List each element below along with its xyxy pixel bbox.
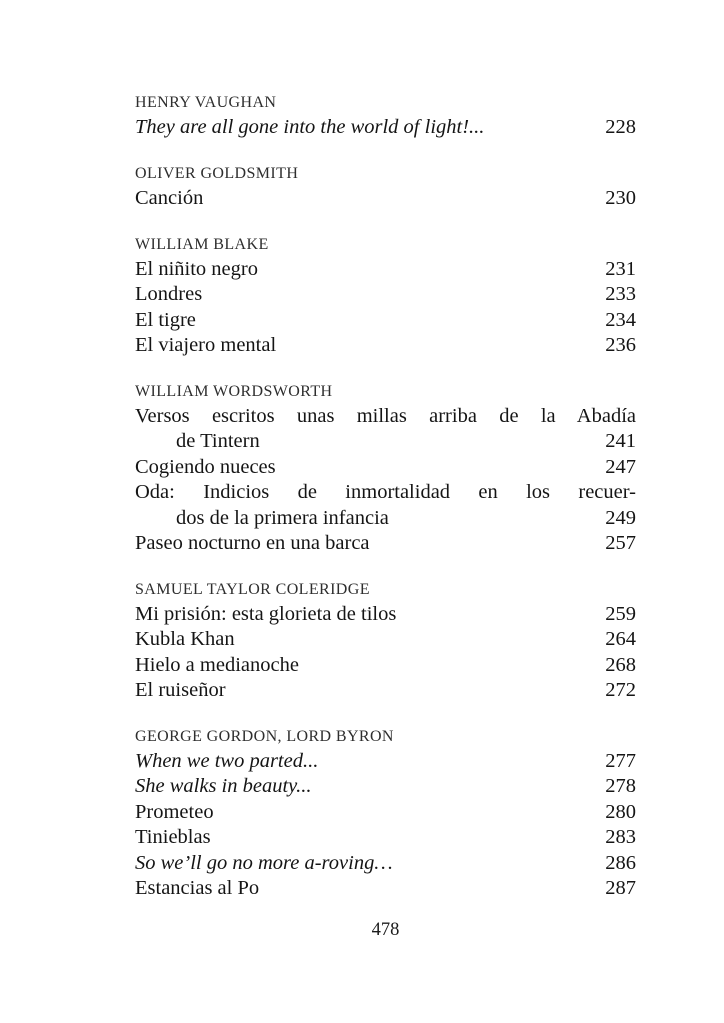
toc-section bbox=[135, 232, 636, 359]
toc-entry bbox=[135, 429, 636, 454]
entry-page-number: 286 bbox=[605, 851, 636, 874]
toc-section bbox=[135, 90, 636, 141]
author-name: WILLIAM BLAKE bbox=[135, 235, 269, 253]
entry-title: Prometeo bbox=[135, 800, 214, 823]
entry-page-number: 231 bbox=[605, 258, 636, 281]
toc-section bbox=[135, 577, 636, 704]
entry-page-number: 241 bbox=[605, 430, 636, 453]
entry-title-continuation: dos de la primera infancia bbox=[176, 506, 389, 529]
toc-entry bbox=[135, 851, 636, 876]
author-name: WILLIAM WORDSWORTH bbox=[135, 382, 333, 400]
toc-entry bbox=[135, 800, 636, 825]
entry-title: Mi prisión: esta glorieta de tilos bbox=[135, 602, 397, 625]
entry-title: El viajero mental bbox=[135, 334, 277, 357]
toc-entry bbox=[135, 749, 636, 774]
toc-entry bbox=[135, 257, 636, 282]
entry-title: When we two parted... bbox=[135, 749, 319, 772]
author-name: OLIVER GOLDSMITH bbox=[135, 164, 299, 182]
entry-title: They are all gone into the world of light!... bbox=[135, 116, 485, 139]
entry-page-number: 268 bbox=[605, 653, 636, 676]
toc-entry bbox=[135, 653, 636, 678]
table-of-contents bbox=[135, 90, 636, 921]
toc-entry bbox=[135, 506, 636, 531]
toc-section bbox=[135, 724, 636, 902]
entry-title: Kubla Khan bbox=[135, 628, 235, 651]
entry-page-number: 280 bbox=[605, 800, 636, 823]
entry-page-number: 264 bbox=[605, 628, 636, 651]
entry-title-continuation: de Tintern bbox=[176, 430, 260, 453]
entry-title-line1: Oda: Indicios de inmortalidad en los recuer- bbox=[135, 481, 636, 504]
entry-page-number: 228 bbox=[605, 116, 636, 139]
entry-title: Estancias al Po bbox=[135, 876, 260, 899]
entry-page-number: 234 bbox=[605, 308, 636, 331]
entry-title-line1: Versos escritos unas millas arriba de la Abadía bbox=[135, 405, 636, 428]
author-name: SAMUEL TAYLOR COLERIDGE bbox=[135, 580, 370, 598]
entry-page-number: 233 bbox=[605, 283, 636, 306]
entry-title: So we’ll go no more a-roving… bbox=[135, 851, 393, 874]
entry-page-number: 272 bbox=[605, 679, 636, 702]
entry-page-number: 247 bbox=[605, 455, 636, 478]
toc-entry bbox=[135, 115, 636, 140]
entry-title: Londres bbox=[135, 283, 203, 306]
author-name: GEORGE GORDON, LORD BYRON bbox=[135, 727, 394, 745]
toc-entry bbox=[135, 774, 636, 799]
toc-section bbox=[135, 161, 636, 212]
toc-section bbox=[135, 379, 636, 557]
entry-page-number: 230 bbox=[605, 187, 636, 210]
toc-entry bbox=[135, 455, 636, 480]
entry-page-number: 283 bbox=[605, 826, 636, 849]
toc-entry bbox=[135, 825, 636, 850]
entry-title: Cogiendo nueces bbox=[135, 455, 276, 478]
toc-entry bbox=[135, 531, 636, 556]
entry-title: El tigre bbox=[135, 308, 196, 331]
author-name: HENRY VAUGHAN bbox=[135, 94, 277, 111]
entry-page-number: 257 bbox=[605, 532, 636, 555]
toc-entry bbox=[135, 186, 636, 211]
entry-title: Canción bbox=[135, 187, 204, 210]
entry-title: Hielo a medianoche bbox=[135, 653, 299, 676]
toc-entry bbox=[135, 333, 636, 358]
toc-entry bbox=[135, 308, 636, 333]
entry-title: She walks in beauty... bbox=[135, 775, 312, 798]
entry-page-number: 249 bbox=[605, 506, 636, 529]
toc-entry bbox=[135, 282, 636, 307]
toc-entry bbox=[135, 876, 636, 901]
entry-page-number: 259 bbox=[605, 602, 636, 625]
entry-page-number: 236 bbox=[605, 334, 636, 357]
toc-entry bbox=[135, 627, 636, 652]
entry-title: Paseo nocturno en una barca bbox=[135, 532, 370, 555]
folio-page-number: 478 bbox=[371, 920, 400, 940]
entry-page-number: 277 bbox=[605, 749, 636, 772]
entry-title: El niñito negro bbox=[135, 258, 258, 281]
entry-page-number: 278 bbox=[605, 775, 636, 798]
toc-entry bbox=[135, 678, 636, 703]
entry-title: Tinieblas bbox=[135, 826, 211, 849]
toc-entry bbox=[135, 602, 636, 627]
entry-page-number: 287 bbox=[605, 876, 636, 899]
entry-title: El ruiseñor bbox=[135, 679, 226, 702]
